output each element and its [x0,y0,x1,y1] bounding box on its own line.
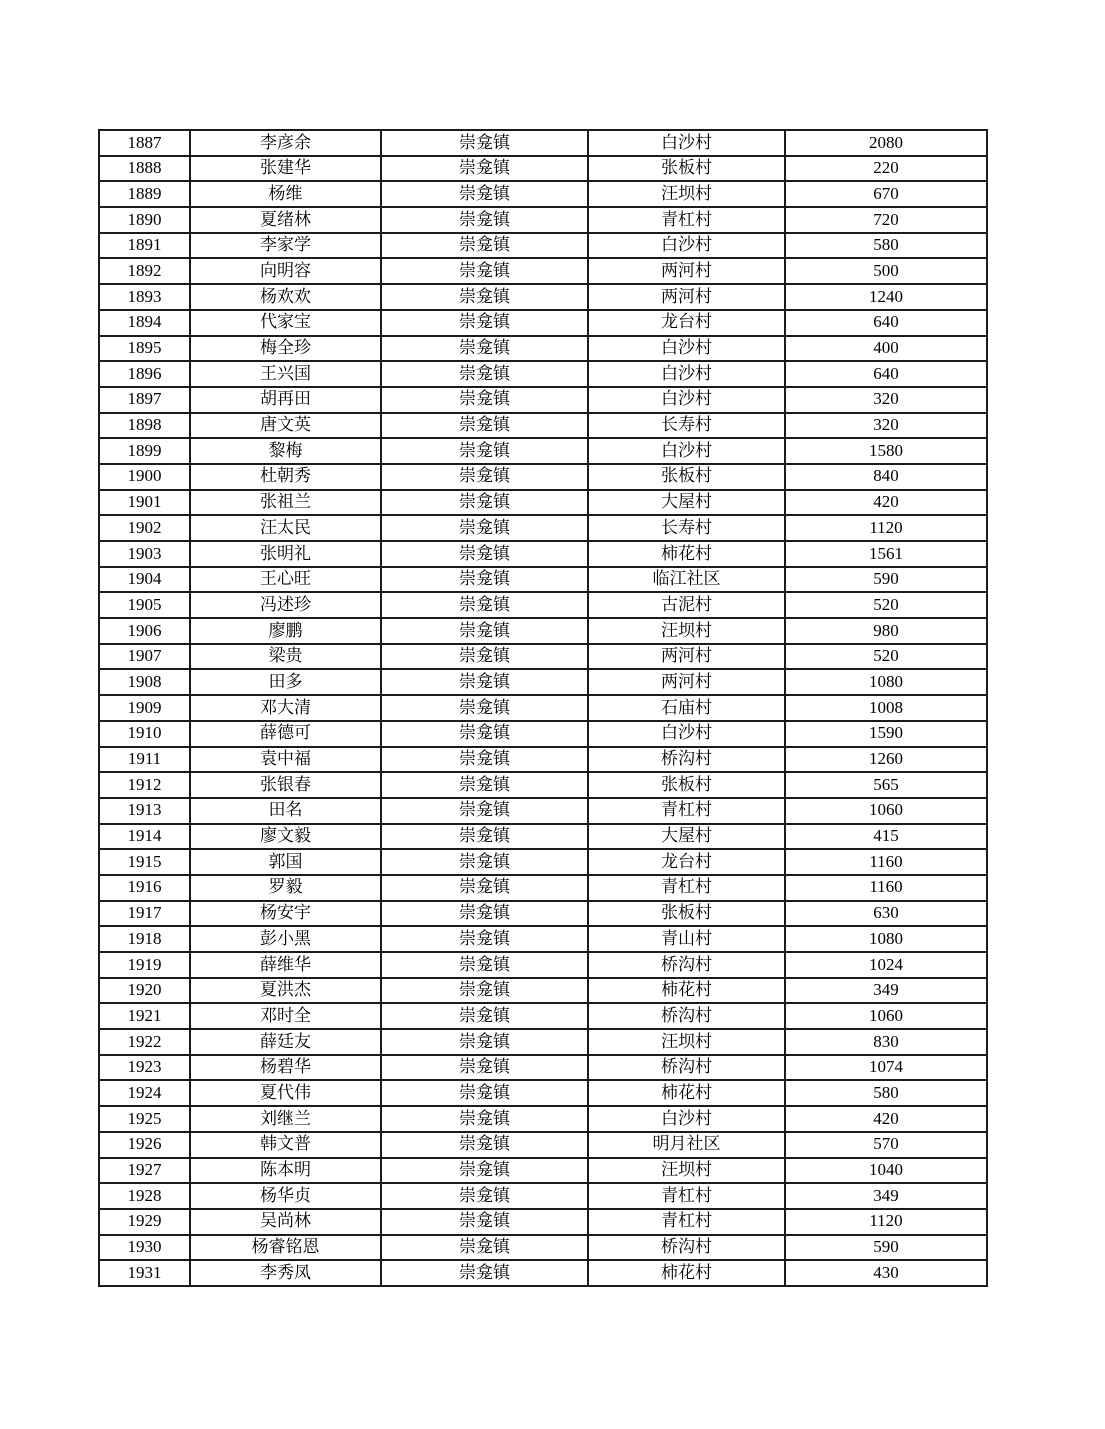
cell-village: 龙台村 [588,310,785,336]
table-row [99,1055,987,1081]
cell-village: 汪坝村 [588,1029,785,1055]
table-row [99,1080,987,1106]
table-row [99,721,987,747]
cell-serial: 1919 [99,952,190,978]
cell-name: 陈本明 [190,1158,381,1184]
cell-serial: 1918 [99,926,190,952]
cell-amount: 349 [785,1183,987,1209]
cell-serial: 1900 [99,464,190,490]
table-row [99,464,987,490]
cell-town: 崇龛镇 [381,695,588,721]
table-row [99,747,987,773]
cell-amount: 520 [785,592,987,618]
cell-amount: 220 [785,156,987,182]
cell-serial: 1911 [99,747,190,773]
cell-amount: 1590 [785,721,987,747]
table-row [99,515,987,541]
cell-name: 向明容 [190,258,381,284]
cell-serial: 1904 [99,567,190,593]
cell-town: 崇龛镇 [381,258,588,284]
cell-town: 崇龛镇 [381,644,588,670]
cell-name: 袁中福 [190,747,381,773]
cell-serial: 1910 [99,721,190,747]
cell-town: 崇龛镇 [381,618,588,644]
cell-village: 桥沟村 [588,1055,785,1081]
cell-name: 杨欢欢 [190,284,381,310]
cell-serial: 1915 [99,849,190,875]
cell-village: 青杠村 [588,1183,785,1209]
cell-name: 廖文毅 [190,824,381,850]
cell-town: 崇龛镇 [381,490,588,516]
table-row [99,413,987,439]
cell-amount: 1074 [785,1055,987,1081]
cell-town: 崇龛镇 [381,361,588,387]
cell-village: 桥沟村 [588,1235,785,1261]
cell-amount: 1060 [785,1003,987,1029]
cell-name: 廖鹏 [190,618,381,644]
cell-amount: 420 [785,490,987,516]
table-row [99,592,987,618]
cell-town: 崇龛镇 [381,747,588,773]
cell-town: 崇龛镇 [381,310,588,336]
cell-village: 两河村 [588,669,785,695]
cell-amount: 1561 [785,541,987,567]
cell-name: 李家学 [190,233,381,259]
cell-serial: 1893 [99,284,190,310]
cell-village: 两河村 [588,258,785,284]
cell-amount: 720 [785,207,987,233]
cell-town: 崇龛镇 [381,464,588,490]
cell-village: 青杠村 [588,1209,785,1235]
roster-table-body [99,130,987,1286]
table-row [99,798,987,824]
cell-name: 罗毅 [190,875,381,901]
cell-town: 崇龛镇 [381,1003,588,1029]
cell-town: 崇龛镇 [381,567,588,593]
cell-amount: 520 [785,644,987,670]
cell-name: 邓时全 [190,1003,381,1029]
cell-amount: 630 [785,901,987,927]
cell-name: 梁贵 [190,644,381,670]
cell-serial: 1887 [99,130,190,156]
cell-name: 杨华贞 [190,1183,381,1209]
table-row [99,901,987,927]
table-row [99,1158,987,1184]
cell-serial: 1909 [99,695,190,721]
cell-town: 崇龛镇 [381,207,588,233]
cell-name: 黎梅 [190,438,381,464]
cell-serial: 1908 [99,669,190,695]
cell-village: 汪坝村 [588,618,785,644]
cell-village: 桥沟村 [588,747,785,773]
cell-village: 柿花村 [588,541,785,567]
cell-village: 柿花村 [588,978,785,1004]
cell-village: 白沙村 [588,721,785,747]
cell-village: 白沙村 [588,1106,785,1132]
cell-serial: 1917 [99,901,190,927]
cell-village: 张板村 [588,156,785,182]
table-row [99,1106,987,1132]
cell-serial: 1914 [99,824,190,850]
cell-serial: 1895 [99,336,190,362]
cell-amount: 1080 [785,926,987,952]
cell-amount: 1040 [785,1158,987,1184]
cell-amount: 1060 [785,798,987,824]
cell-village: 白沙村 [588,130,785,156]
cell-village: 青杠村 [588,875,785,901]
cell-name: 夏洪杰 [190,978,381,1004]
cell-name: 张祖兰 [190,490,381,516]
table-row [99,541,987,567]
cell-serial: 1906 [99,618,190,644]
cell-town: 崇龛镇 [381,130,588,156]
cell-village: 青杠村 [588,207,785,233]
table-row [99,644,987,670]
cell-amount: 320 [785,387,987,413]
cell-town: 崇龛镇 [381,824,588,850]
cell-name: 唐文英 [190,413,381,439]
table-row [99,1235,987,1261]
cell-name: 王兴国 [190,361,381,387]
cell-village: 汪坝村 [588,181,785,207]
cell-name: 王心旺 [190,567,381,593]
cell-village: 柿花村 [588,1260,785,1286]
cell-town: 崇龛镇 [381,798,588,824]
cell-village: 张板村 [588,464,785,490]
cell-village: 白沙村 [588,387,785,413]
table-row [99,824,987,850]
cell-serial: 1916 [99,875,190,901]
cell-serial: 1920 [99,978,190,1004]
cell-name: 夏代伟 [190,1080,381,1106]
cell-serial: 1899 [99,438,190,464]
cell-town: 崇龛镇 [381,1183,588,1209]
cell-town: 崇龛镇 [381,875,588,901]
table-row [99,952,987,978]
table-row [99,284,987,310]
cell-amount: 1260 [785,747,987,773]
cell-amount: 570 [785,1132,987,1158]
cell-town: 崇龛镇 [381,1055,588,1081]
cell-town: 崇龛镇 [381,1132,588,1158]
table-row [99,181,987,207]
cell-serial: 1928 [99,1183,190,1209]
cell-amount: 590 [785,1235,987,1261]
table-row [99,695,987,721]
table-row [99,156,987,182]
cell-serial: 1913 [99,798,190,824]
cell-town: 崇龛镇 [381,592,588,618]
cell-amount: 1160 [785,875,987,901]
cell-serial: 1894 [99,310,190,336]
cell-name: 刘继兰 [190,1106,381,1132]
cell-town: 崇龛镇 [381,233,588,259]
cell-town: 崇龛镇 [381,1080,588,1106]
table-row [99,207,987,233]
table-row [99,361,987,387]
cell-name: 代家宝 [190,310,381,336]
cell-town: 崇龛镇 [381,721,588,747]
cell-serial: 1891 [99,233,190,259]
cell-serial: 1931 [99,1260,190,1286]
cell-name: 韩文普 [190,1132,381,1158]
cell-name: 吴尚林 [190,1209,381,1235]
cell-name: 李彦余 [190,130,381,156]
cell-town: 崇龛镇 [381,901,588,927]
cell-name: 彭小黑 [190,926,381,952]
cell-town: 崇龛镇 [381,1235,588,1261]
cell-amount: 400 [785,336,987,362]
table-row [99,875,987,901]
cell-village: 两河村 [588,644,785,670]
cell-name: 田名 [190,798,381,824]
table-row [99,1132,987,1158]
cell-amount: 1120 [785,1209,987,1235]
cell-village: 白沙村 [588,438,785,464]
cell-amount: 640 [785,361,987,387]
cell-amount: 500 [785,258,987,284]
cell-village: 白沙村 [588,233,785,259]
cell-village: 明月社区 [588,1132,785,1158]
cell-amount: 1024 [785,952,987,978]
cell-name: 张建华 [190,156,381,182]
cell-name: 张银春 [190,772,381,798]
cell-name: 杨安宇 [190,901,381,927]
cell-town: 崇龛镇 [381,284,588,310]
cell-village: 张板村 [588,772,785,798]
cell-serial: 1889 [99,181,190,207]
table-row [99,310,987,336]
cell-serial: 1890 [99,207,190,233]
table-row [99,669,987,695]
table-row [99,618,987,644]
cell-town: 崇龛镇 [381,156,588,182]
cell-amount: 1008 [785,695,987,721]
cell-amount: 349 [785,978,987,1004]
cell-name: 薛德可 [190,721,381,747]
table-row [99,567,987,593]
cell-amount: 320 [785,413,987,439]
cell-amount: 980 [785,618,987,644]
table-row [99,1260,987,1286]
cell-name: 胡再田 [190,387,381,413]
cell-amount: 1240 [785,284,987,310]
cell-serial: 1896 [99,361,190,387]
cell-town: 崇龛镇 [381,978,588,1004]
cell-name: 杨碧华 [190,1055,381,1081]
cell-village: 大屋村 [588,824,785,850]
cell-village: 青杠村 [588,798,785,824]
table-row [99,926,987,952]
roster-table [98,129,988,1287]
cell-amount: 840 [785,464,987,490]
table-row [99,978,987,1004]
cell-name: 邓大清 [190,695,381,721]
cell-amount: 2080 [785,130,987,156]
cell-serial: 1901 [99,490,190,516]
cell-village: 白沙村 [588,361,785,387]
table-row [99,233,987,259]
cell-amount: 580 [785,233,987,259]
table-row [99,258,987,284]
cell-serial: 1922 [99,1029,190,1055]
cell-serial: 1930 [99,1235,190,1261]
cell-name: 冯述珍 [190,592,381,618]
cell-village: 汪坝村 [588,1158,785,1184]
cell-village: 桥沟村 [588,1003,785,1029]
cell-name: 郭国 [190,849,381,875]
cell-village: 青山村 [588,926,785,952]
cell-serial: 1888 [99,156,190,182]
cell-serial: 1898 [99,413,190,439]
cell-town: 崇龛镇 [381,1209,588,1235]
cell-amount: 670 [785,181,987,207]
cell-town: 崇龛镇 [381,1106,588,1132]
cell-name: 杨维 [190,181,381,207]
cell-town: 崇龛镇 [381,413,588,439]
cell-village: 长寿村 [588,413,785,439]
cell-serial: 1924 [99,1080,190,1106]
cell-name: 田多 [190,669,381,695]
cell-serial: 1892 [99,258,190,284]
cell-town: 崇龛镇 [381,952,588,978]
cell-serial: 1929 [99,1209,190,1235]
cell-name: 张明礼 [190,541,381,567]
cell-town: 崇龛镇 [381,1158,588,1184]
cell-serial: 1926 [99,1132,190,1158]
cell-serial: 1923 [99,1055,190,1081]
cell-town: 崇龛镇 [381,1029,588,1055]
table-row [99,1183,987,1209]
cell-serial: 1912 [99,772,190,798]
cell-town: 崇龛镇 [381,438,588,464]
table-row [99,130,987,156]
cell-serial: 1905 [99,592,190,618]
cell-amount: 1580 [785,438,987,464]
table-row [99,387,987,413]
cell-amount: 1080 [785,669,987,695]
cell-village: 临江社区 [588,567,785,593]
cell-serial: 1907 [99,644,190,670]
cell-amount: 830 [785,1029,987,1055]
cell-serial: 1927 [99,1158,190,1184]
cell-town: 崇龛镇 [381,387,588,413]
cell-name: 杨睿铭恩 [190,1235,381,1261]
cell-village: 两河村 [588,284,785,310]
cell-amount: 640 [785,310,987,336]
cell-name: 薛廷友 [190,1029,381,1055]
cell-amount: 1120 [785,515,987,541]
cell-name: 杜朝秀 [190,464,381,490]
cell-town: 崇龛镇 [381,541,588,567]
cell-village: 张板村 [588,901,785,927]
cell-name: 汪太民 [190,515,381,541]
cell-town: 崇龛镇 [381,669,588,695]
table-row [99,1029,987,1055]
cell-village: 白沙村 [588,336,785,362]
cell-village: 龙台村 [588,849,785,875]
cell-village: 大屋村 [588,490,785,516]
table-row [99,849,987,875]
cell-amount: 430 [785,1260,987,1286]
table-row [99,772,987,798]
cell-village: 桥沟村 [588,952,785,978]
cell-amount: 580 [785,1080,987,1106]
cell-town: 崇龛镇 [381,336,588,362]
table-row [99,490,987,516]
cell-village: 古泥村 [588,592,785,618]
table-row [99,336,987,362]
cell-serial: 1921 [99,1003,190,1029]
cell-serial: 1903 [99,541,190,567]
cell-town: 崇龛镇 [381,926,588,952]
cell-town: 崇龛镇 [381,849,588,875]
cell-amount: 415 [785,824,987,850]
cell-amount: 1160 [785,849,987,875]
table-row [99,438,987,464]
cell-serial: 1902 [99,515,190,541]
cell-village: 柿花村 [588,1080,785,1106]
cell-name: 夏绪林 [190,207,381,233]
cell-town: 崇龛镇 [381,1260,588,1286]
cell-serial: 1897 [99,387,190,413]
cell-village: 长寿村 [588,515,785,541]
cell-name: 李秀凤 [190,1260,381,1286]
cell-amount: 565 [785,772,987,798]
table-row [99,1209,987,1235]
cell-village: 石庙村 [588,695,785,721]
cell-name: 梅全珍 [190,336,381,362]
cell-name: 薛维华 [190,952,381,978]
cell-town: 崇龛镇 [381,515,588,541]
cell-amount: 420 [785,1106,987,1132]
cell-town: 崇龛镇 [381,772,588,798]
cell-town: 崇龛镇 [381,181,588,207]
cell-amount: 590 [785,567,987,593]
cell-serial: 1925 [99,1106,190,1132]
table-row [99,1003,987,1029]
